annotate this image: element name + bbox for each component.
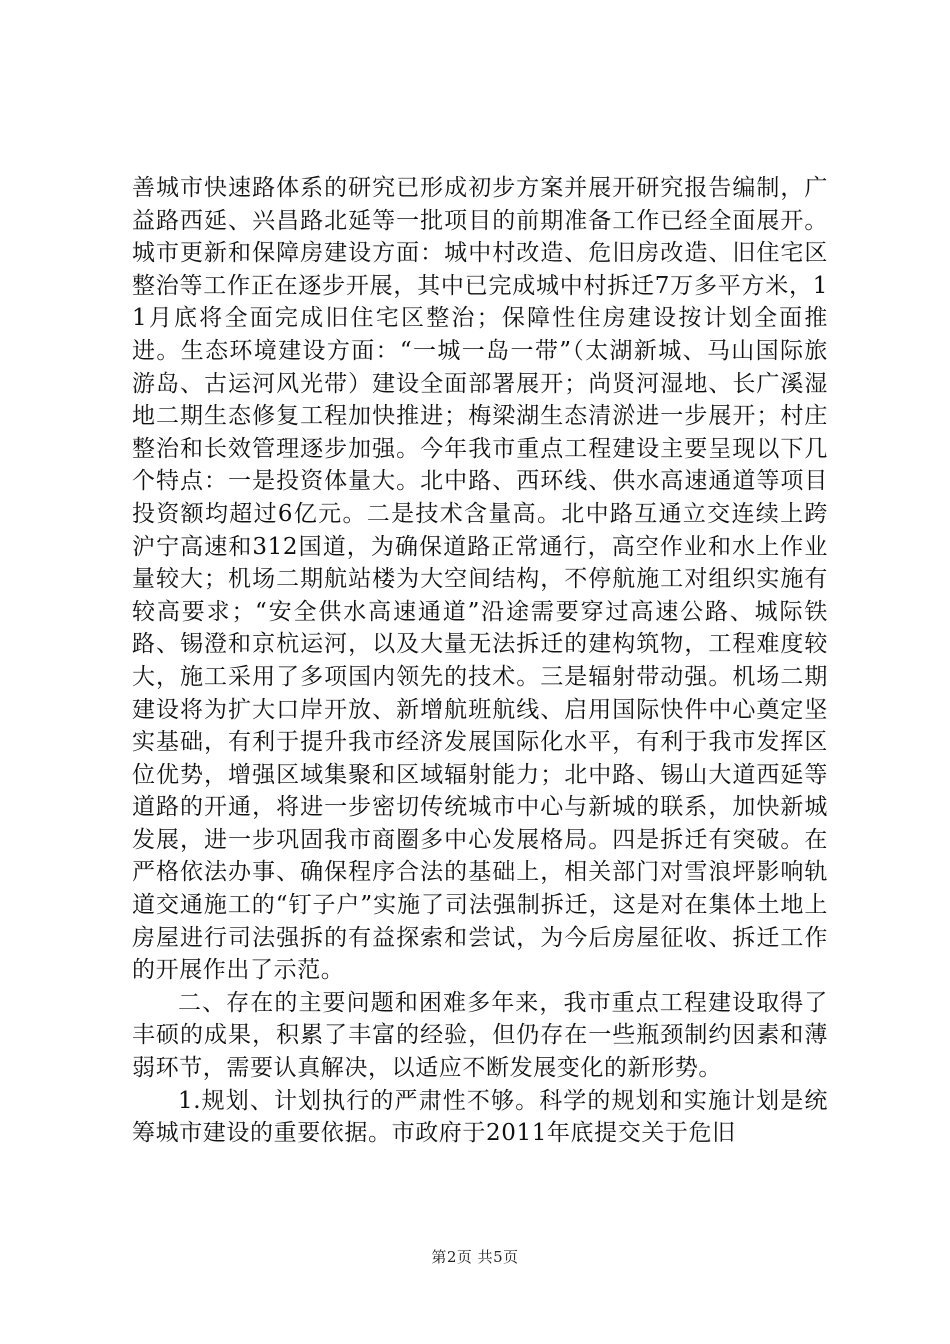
paragraph-item-one: 1.规划、计划执行的严肃性不够。科学的规划和实施计划是统筹城市建设的重要依据。市政府于2011年底提交关于危旧: [132, 1087, 828, 1147]
paragraph-section-two: 二、存在的主要问题和困难多年来，我市重点工程建设取得了丰硕的成果，积累了丰富的经验，但仍存在一些瓶颈制约因素和薄弱环节，需要认真解决，以适应不断发展变化的新形势。: [132, 989, 828, 1082]
document-body: [132, 172, 828, 1150]
page-footer: 第2页 共5页: [431, 1248, 519, 1266]
paragraph-continued: 善城市快速路体系的研究已形成初步方案并展开研究报告编制，广益路西延、兴昌路北延等一批项目的前期准备工作已经全面展开。城市更新和保障房建设方面：城中村改造、危旧房改造、旧住宅区整治等工作正在逐步开展，其中已完成城中村拆迁7万多平方米，11月底将全面完成旧住宅区整治；保障性住房建设按计划全面推进。生态环境建设方面：“一城一岛一带”（太湖新城、马山国际旅游岛、古运河风光带）建设全面部署展开；尚贤河湿地、长广溪湿地二期生态修复工程加快推进；梅梁湖生态清淤进一步展开；村庄整治和长效管理逐步加强。今年我市重点工程建设主要呈现以下几个特点：一是投资体量大。北中路、西环线、供水高速通道等项目投资额均超过6亿元。二是技术含量高。北中路互通立交连续上跨沪宁高速和312国道，为确保道路正常通行，高空作业和水上作业量较大；机场二期航站楼为大空间结构，不停航施工对组织实施有较高要求；“安全供水高速通道”沿途需要穿过高速公路、城际铁路、锡澄和京杭运河，以及大量无法拆迁的建构筑物，工程难度较大，施工采用了多项国内领先的技术。三是辐射带动强。机场二期建设将为扩大口岸开放、新增航班航线、启用国际快件中心奠定坚实基础，有利于提升我市经济发展国际化水平，有利于我市发挥区位优势，增强区域集聚和区域辐射能力；北中路、锡山大道西延等道路的开通，将进一步密切传统城市中心与新城的联系，加快新城发展，进一步巩固我市商圈多中心发展格局。四是拆迁有突破。在严格依法办事、确保程序合法的基础上，相关部门对雪浪坪影响轨道交通施工的“钉子户”实施了司法强制拆迁，这是对在集体土地上房屋进行司法强拆的有益探索和尝试，为今后房屋征收、拆迁工作的开展作出了示范。: [132, 175, 828, 984]
